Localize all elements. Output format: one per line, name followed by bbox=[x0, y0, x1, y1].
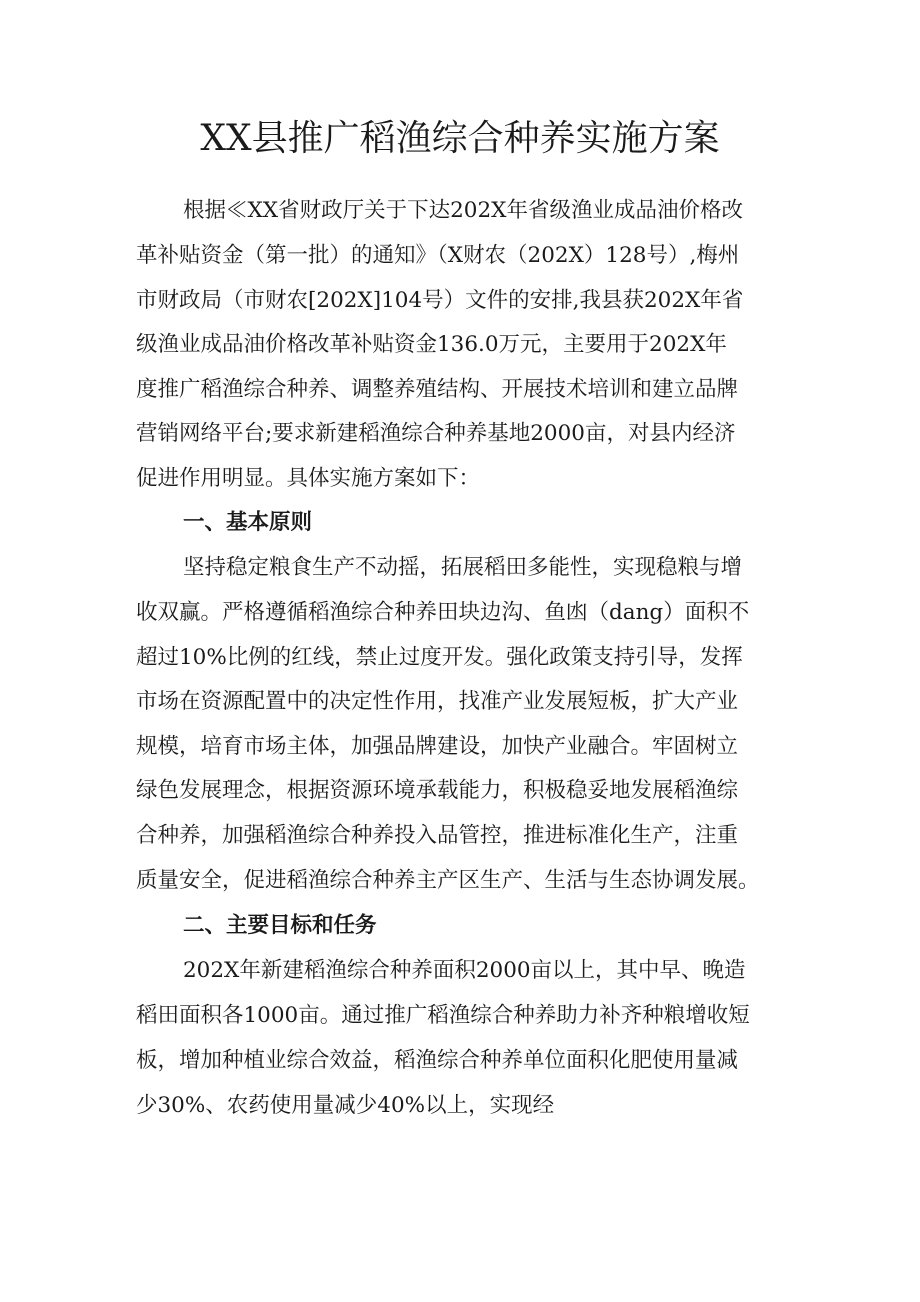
intro-line: 营销网络平台;要求新建稻渔综合种养基地2000亩，对县内经济 bbox=[136, 421, 736, 446]
intro-line: 根据≪XX省财政厅关于下达202X年省级渔业成品油价格改 bbox=[183, 198, 743, 223]
intro-line: 级渔业成品油价格改革补贴资金136.0万元，主要用于202X年 bbox=[136, 332, 727, 357]
section2-line: 稻田面积各1000亩。通过推广稻渔综合种养助力补齐种粮增收短 bbox=[136, 1003, 750, 1028]
section1-line: 市场在资源配置中的决定性作用，找准产业发展短板，扩大产业 bbox=[136, 689, 739, 714]
document-title: XX县推广稻渔综合种养实施方案 bbox=[200, 118, 720, 159]
intro-line: 促进作用明显。具体实施方案如下： bbox=[136, 466, 481, 491]
section1-line: 质量安全，促进稻渔综合种养主产区生产、生活与生态协调发展。 bbox=[136, 868, 760, 893]
intro-line: 市财政局（市财农[202X]104号）文件的安排,我县获202X年省 bbox=[136, 288, 744, 313]
intro-line: 度推广稻渔综合种养、调整养殖结构、开展技术培训和建立品牌 bbox=[136, 377, 739, 402]
section2-line: 少30%、农药使用量减少40%以上，实现经 bbox=[136, 1093, 555, 1118]
section-heading-goals: 二、主要目标和任务 bbox=[183, 913, 377, 938]
section1-line: 超过10%比例的红线，禁止过度开发。强化政策支持引导，发挥 bbox=[136, 645, 743, 670]
section2-line: 202X年新建稻渔综合种养面积2000亩以上，其中早、晚造 bbox=[183, 958, 746, 983]
section1-line: 收双赢。严格遵循稻渔综合种养田块边沟、鱼凼（dang）面积不 bbox=[136, 600, 750, 625]
intro-line: 革补贴资金（第一批）的通知》（X财农（202X）128号）,梅州 bbox=[136, 243, 740, 268]
section1-line: 坚持稳定粮食生产不动摇，拓展稻田多能性，实现稳粮与增 bbox=[183, 555, 743, 580]
section1-line: 规模，培育市场主体，加强品牌建设，加快产业融合。牢固树立 bbox=[136, 734, 739, 759]
section-heading-principles: 一、基本原则 bbox=[183, 510, 313, 535]
section1-line: 合种养，加强稻渔综合种养投入品管控，推进标准化生产，注重 bbox=[136, 823, 739, 848]
section2-line: 板，增加种植业综合效益，稻渔综合种养单位面积化肥使用量减 bbox=[136, 1048, 739, 1073]
section1-line: 绿色发展理念，根据资源环境承载能力，积极稳妥地发展稻渔综 bbox=[136, 778, 739, 803]
